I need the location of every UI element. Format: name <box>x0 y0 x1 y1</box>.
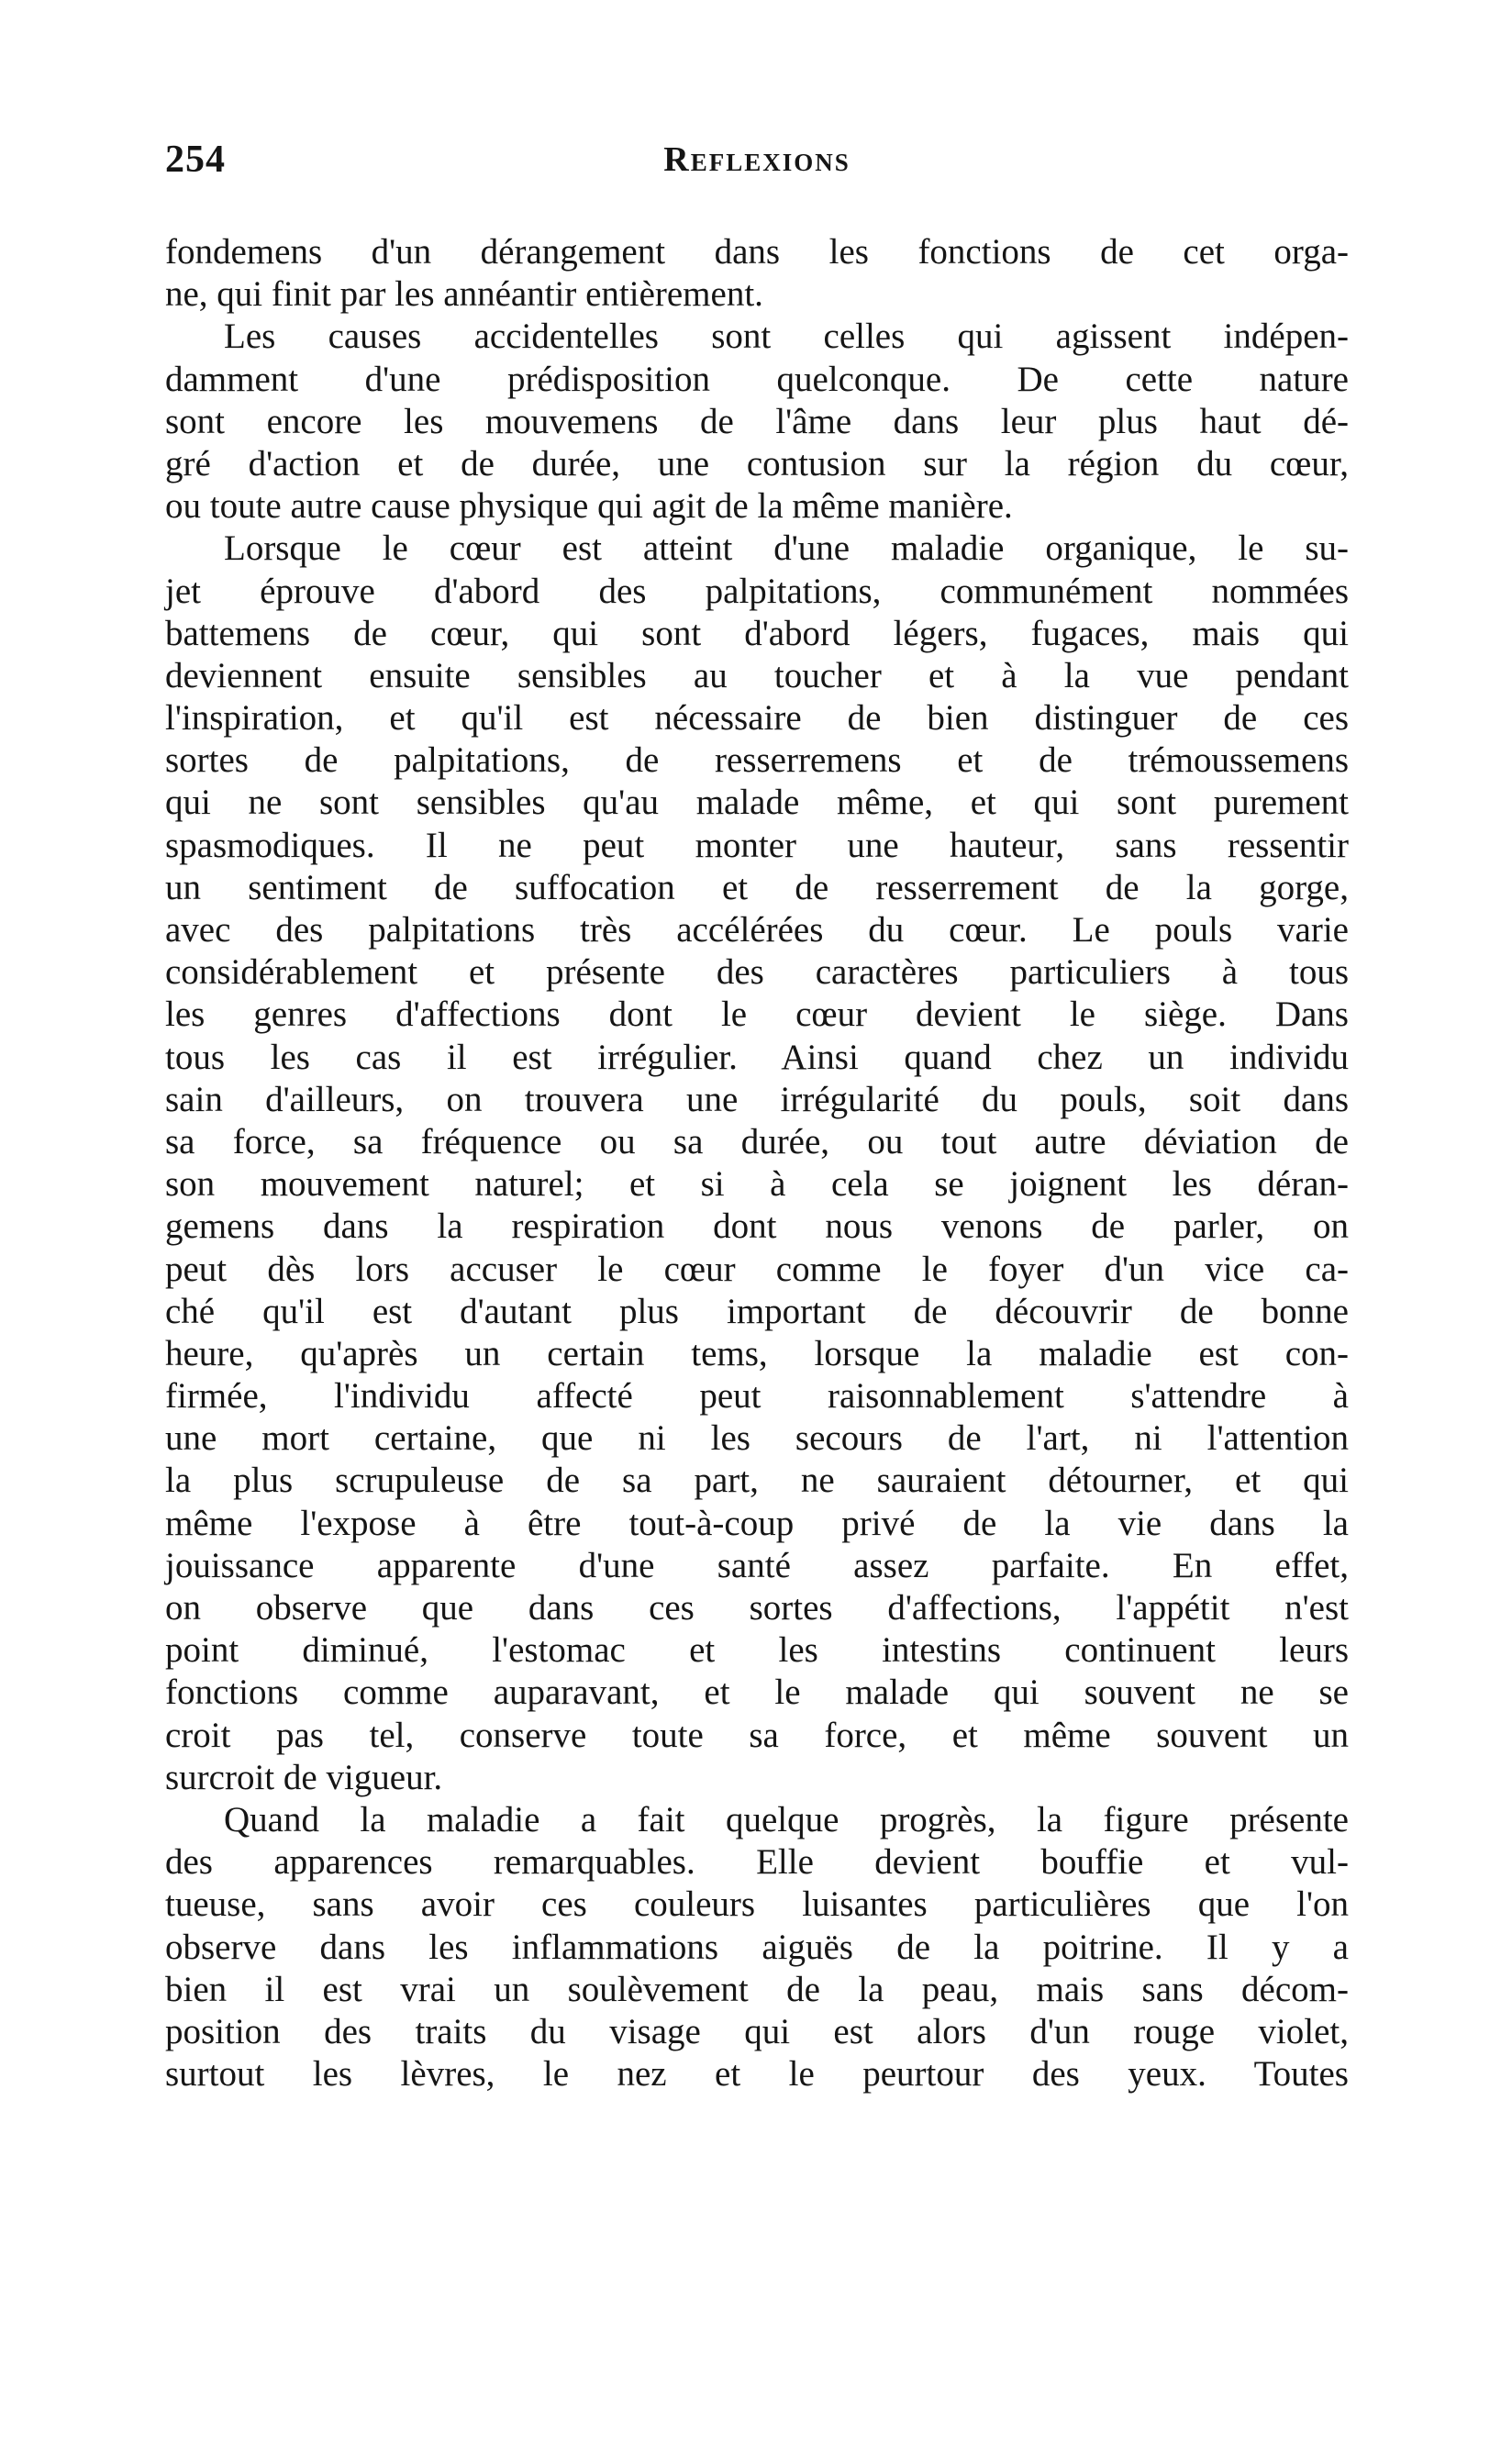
text-line: battemens de cœur, qui sont d'abord légers, fugaces, mais qui <box>165 613 1349 653</box>
text-line: deviennent ensuite sensibles au toucher et à la vue pendant <box>165 655 1349 695</box>
text-line: point diminué, l'estomac et les intestins continuent leurs <box>165 1630 1349 1671</box>
text-line: bien il est vrai un soulèvement de la peau, mais sans décom- <box>165 1969 1349 2009</box>
text-line: gemens dans la respiration dont nous venons de parler, on <box>165 1206 1349 1247</box>
text-line: Quand la maladie a fait quelque progrès, la figure présente <box>224 1799 1349 1839</box>
text-line: jouissance apparente d'une santé assez parfaite. En effet, <box>165 1545 1349 1585</box>
page-header <box>165 138 1349 193</box>
text-line: son mouvement naturel; et si à cela se joignent les déran- <box>165 1164 1349 1205</box>
text-line: position des traits du visage qui est alors d'un rouge violet, <box>165 2011 1349 2051</box>
text-line: croit pas tel, conserve toute sa force, et même souvent un <box>165 1715 1349 1755</box>
text-line: même l'expose à être tout-à-coup privé de la vie dans la <box>165 1503 1349 1543</box>
text-line: damment d'une prédisposition quelconque. De cette nature <box>165 359 1349 399</box>
text-line: heure, qu'après un certain tems, lorsque la maladie est con- <box>165 1333 1349 1373</box>
text-line: peut dès lors accuser le cœur comme le foyer d'un vice ca- <box>165 1249 1349 1289</box>
text-line: jet éprouve d'abord des palpitations, communément nommées <box>165 571 1349 611</box>
text-line: sain d'ailleurs, on trouvera une irrégularité du pouls, soit dans <box>165 1079 1349 1119</box>
text-line: on observe que dans ces sortes d'affections, l'appétit n'est <box>165 1588 1349 1628</box>
text-line: spasmodiques. Il ne peut monter une hauteur, sans ressentir <box>165 825 1349 865</box>
text-line: fondemens d'un dérangement dans les fonctions de cet orga- <box>165 232 1349 272</box>
text-line: des apparences remarquables. Elle devient bouffie et vul- <box>165 1842 1349 1883</box>
text-line: qui ne sont sensibles qu'au malade même, et qui sont purement <box>165 783 1349 823</box>
text-line: sa force, sa fréquence ou sa durée, ou tout autre déviation de <box>165 1121 1349 1161</box>
text-line: Les causes accidentelles sont celles qui agissent indépen- <box>224 317 1349 357</box>
text-line: observe dans les inflammations aiguës de la poitrine. Il y a <box>165 1927 1349 1967</box>
text-line: les genres d'affections dont le cœur devient le siège. Dans <box>165 995 1349 1035</box>
text-line: la plus scrupuleuse de sa part, ne sauraient détourner, et qui <box>165 1461 1349 1501</box>
page-number: 254 <box>165 139 226 181</box>
text-line: considérablement et présente des caractères particuliers à tous <box>165 952 1349 993</box>
text-line: une mort certaine, que ni les secours de l'art, ni l'attention <box>165 1418 1349 1459</box>
text-line: fonctions comme auparavant, et le malade qui souvent ne se <box>165 1673 1349 1713</box>
text-line: un sentiment de suffocation et de resserrement de la gorge, <box>165 867 1349 907</box>
text-line: tueuse, sans avoir ces couleurs luisantes particulières que l'on <box>165 1884 1349 1925</box>
body-text <box>165 231 1349 2095</box>
running-title: Reflexions <box>663 140 850 179</box>
text-line: avec des palpitations très accélérées du cœur. Le pouls varie <box>165 910 1349 950</box>
text-line: firmée, l'individu affecté peut raisonnablement s'attendre à <box>165 1376 1349 1417</box>
text-line: surcroit de vigueur. <box>165 1757 443 1797</box>
text-line: gré d'action et de durée, une contusion sur la région du cœur, <box>165 443 1349 483</box>
text-line: tous les cas il est irrégulier. Ainsi quand chez un individu <box>165 1037 1349 1077</box>
text-line: l'inspiration, et qu'il est nécessaire de bien distinguer de ces <box>165 698 1349 739</box>
text-line: surtout les lèvres, le nez et le peurtour des yeux. Toutes <box>165 2054 1349 2095</box>
text-line: ne, qui finit par les annéantir entièrement. <box>165 274 763 315</box>
text-line: ou toute autre cause physique qui agit de la même manière. <box>165 486 1013 527</box>
text-line: ché qu'il est d'autant plus important de découvrir de bonne <box>165 1291 1349 1331</box>
text-line: Lorsque le cœur est atteint d'une maladie organique, le su- <box>224 528 1349 569</box>
text-line: sortes de palpitations, de resserremens et de trémoussemens <box>165 740 1349 781</box>
text-line: sont encore les mouvemens de l'âme dans leur plus haut dé- <box>165 401 1349 441</box>
